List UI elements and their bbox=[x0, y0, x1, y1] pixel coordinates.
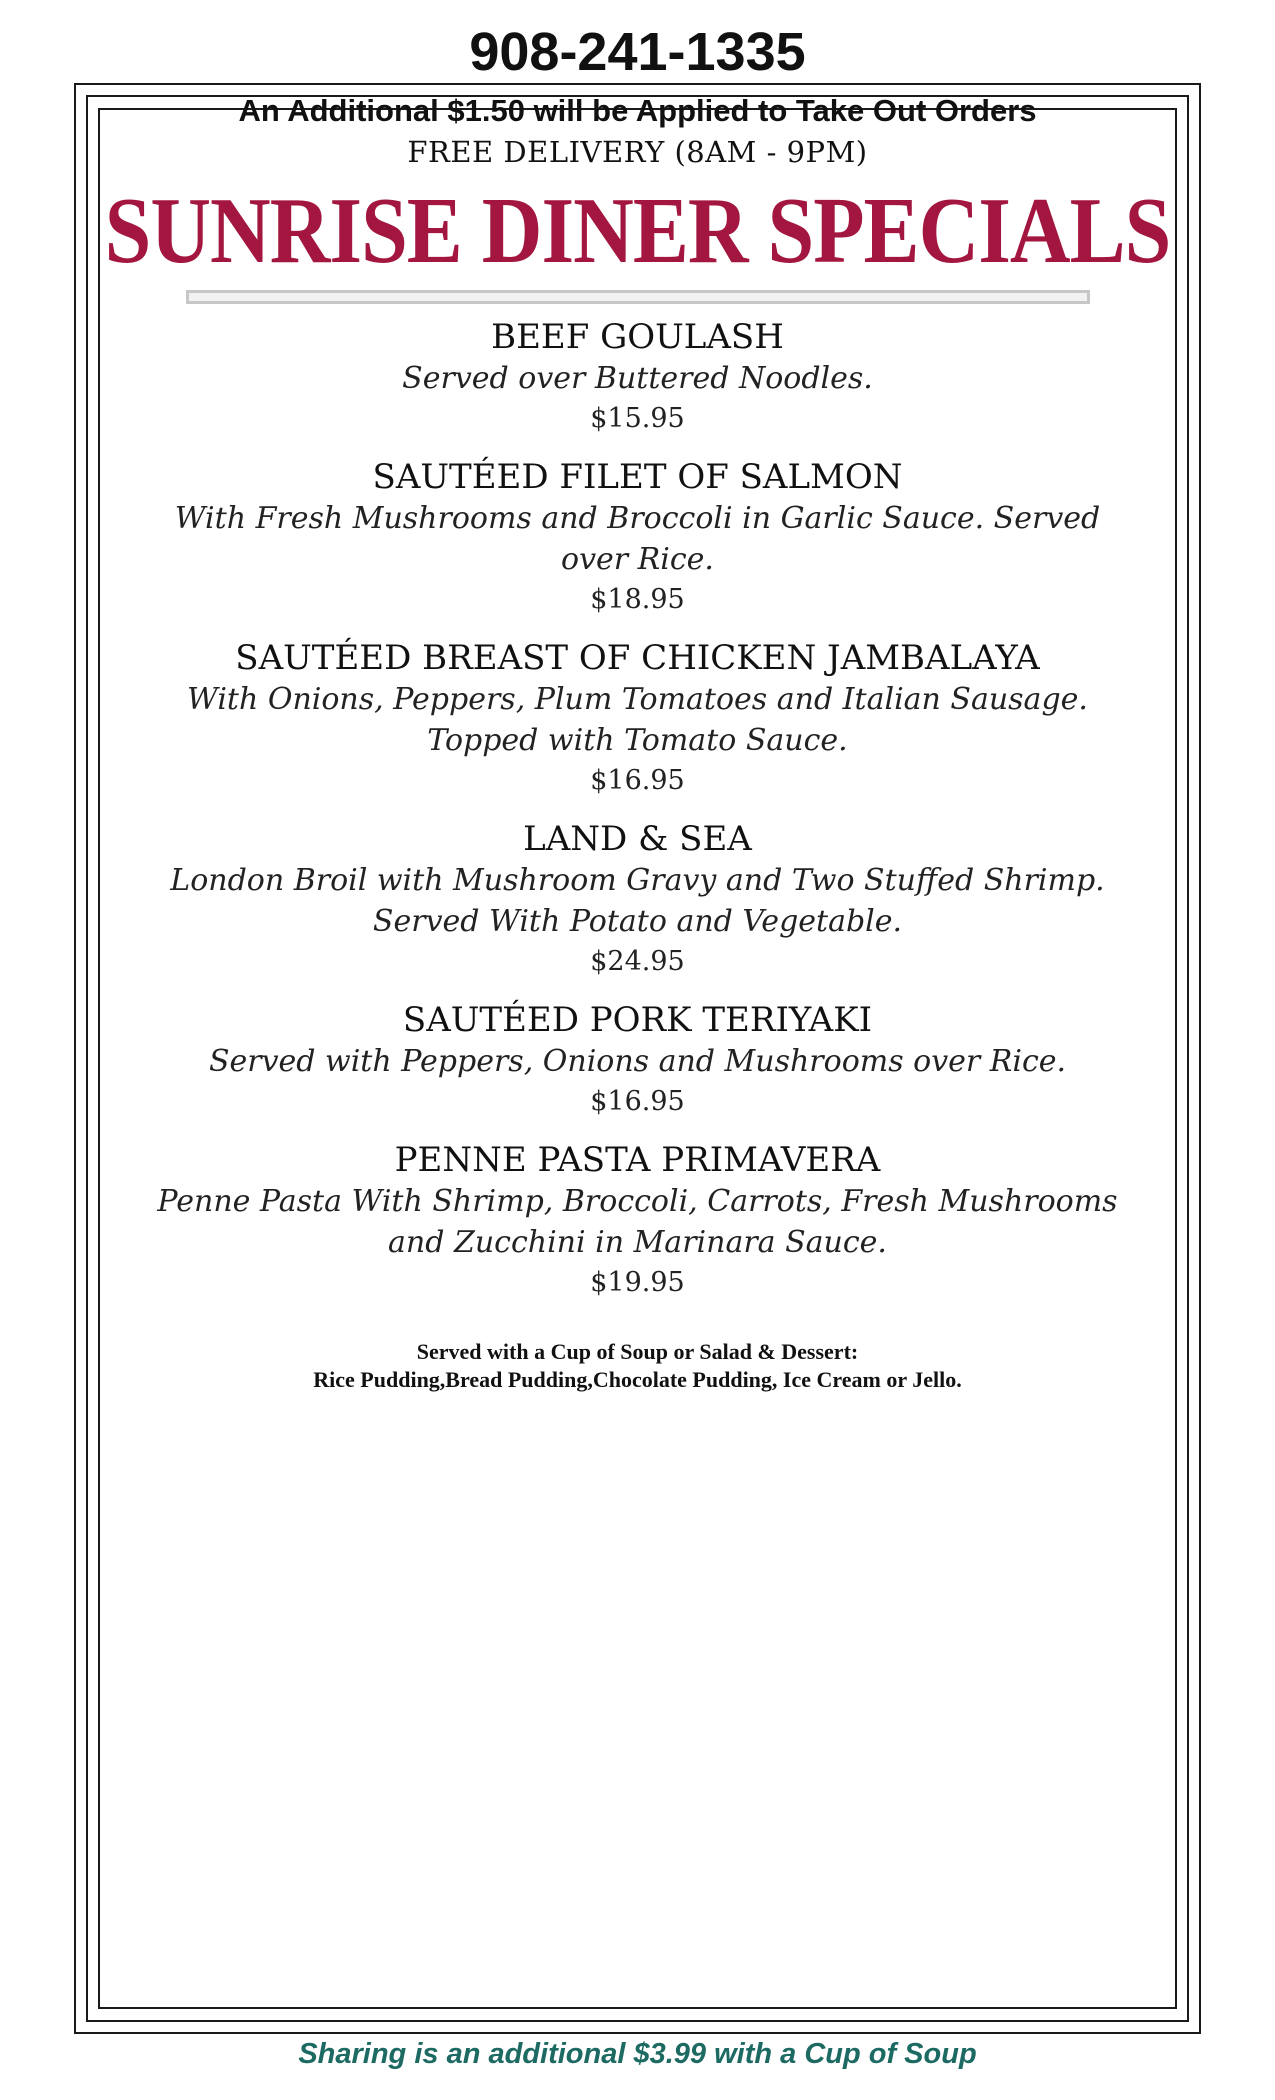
item-description: London Broil with Mushroom Gravy and Two Stuffed Shrimp. Served With Potato and Vegetable. bbox=[170, 863, 1105, 939]
item-name: SAUTÉED FILET OF SALMON bbox=[372, 457, 903, 497]
item-price: $16.95 bbox=[590, 765, 685, 796]
item-name: PENNE PASTA PRIMAVERA bbox=[394, 1140, 881, 1180]
menu-item-chicken-jambalaya bbox=[150, 637, 1125, 801]
served-with-line-2: Rice Pudding,Bread Pudding,Chocolate Pudding, Ice Cream or Jello. bbox=[313, 1367, 962, 1392]
served-with-note bbox=[0, 1338, 1275, 1394]
item-price: $18.95 bbox=[590, 584, 685, 615]
specials-list bbox=[150, 316, 1125, 1320]
menu-item-penne-primavera bbox=[150, 1139, 1125, 1303]
item-price: $15.95 bbox=[590, 403, 685, 434]
menu-item-pork-teriyaki bbox=[150, 999, 1125, 1122]
item-price: $16.95 bbox=[590, 1086, 685, 1117]
served-with-line-1: Served with a Cup of Soup or Salad & Dessert: bbox=[416, 1339, 859, 1364]
menu-item-land-and-sea bbox=[150, 818, 1125, 982]
item-description: Served with Peppers, Onions and Mushrooms over Rice. bbox=[208, 1044, 1067, 1079]
menu-item-salmon bbox=[150, 456, 1125, 620]
item-name: LAND & SEA bbox=[523, 819, 752, 859]
menu-title: SUNRISE DINER SPECIALS bbox=[104, 179, 1171, 284]
item-description: Served over Buttered Noodles. bbox=[402, 361, 873, 396]
menu-item-beef-goulash bbox=[150, 316, 1125, 439]
delivery-hours: FREE DELIVERY (8AM - 9PM) bbox=[407, 135, 868, 169]
item-description: With Fresh Mushrooms and Broccoli in Garlic Sauce. Served over Rice. bbox=[174, 501, 1101, 577]
item-name: SAUTÉED BREAST OF CHICKEN JAMBALAYA bbox=[235, 638, 1040, 678]
item-price: $19.95 bbox=[590, 1267, 685, 1298]
phone-number: 908-241-1335 bbox=[469, 22, 806, 82]
item-description: With Onions, Peppers, Plum Tomatoes and Italian Sausage. Topped with Tomato Sauce. bbox=[187, 682, 1088, 758]
item-price: $24.95 bbox=[590, 946, 685, 977]
title-divider bbox=[186, 290, 1090, 304]
sharing-fee-note: Sharing is an additional $3.99 with a Cup of Soup bbox=[298, 2038, 977, 2070]
item-name: BEEF GOULASH bbox=[491, 317, 784, 357]
item-description: Penne Pasta With Shrimp, Broccoli, Carrots, Fresh Mushrooms and Zucchini in Marinara Sauce. bbox=[157, 1184, 1118, 1260]
item-name: SAUTÉED PORK TERIYAKI bbox=[402, 1000, 873, 1040]
takeout-notice: An Additional $1.50 will be Applied to Take Out Orders bbox=[238, 93, 1037, 128]
